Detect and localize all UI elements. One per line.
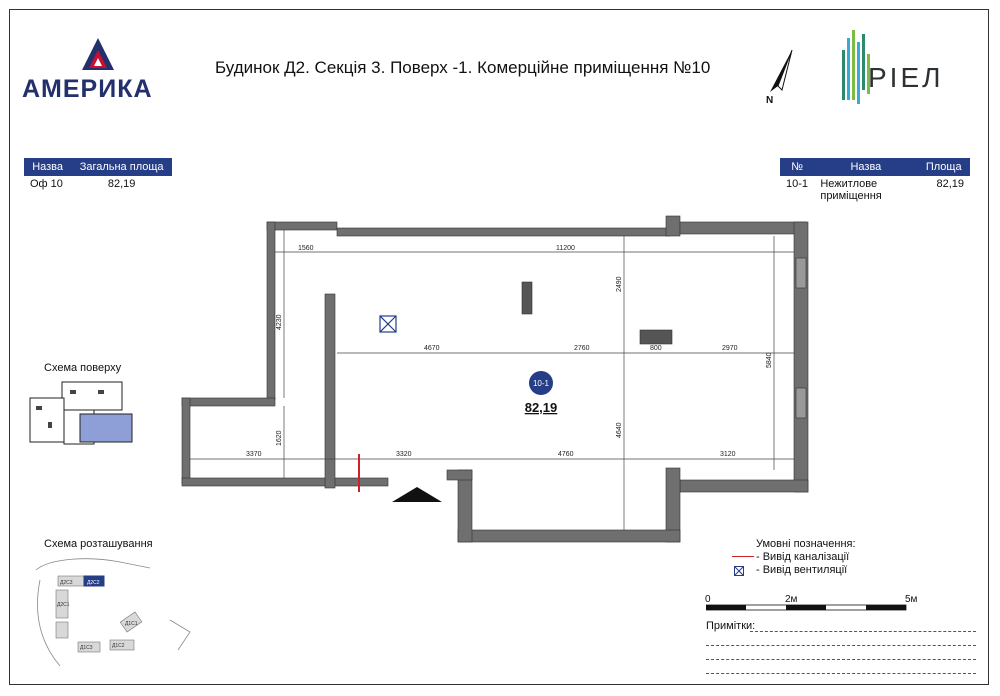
rooms-header-area: Площа bbox=[917, 158, 970, 176]
dim-11200: 11200 bbox=[556, 245, 575, 252]
amerika-logo-text: АМЕРИКА bbox=[22, 75, 153, 103]
dim-3370: 3370 bbox=[246, 451, 262, 458]
rooms-header-name: Назва bbox=[814, 158, 917, 176]
room-area: 82,19 bbox=[524, 400, 558, 415]
legend-sewer: - Вивід каналізації bbox=[756, 551, 850, 563]
legend-title: Умовні позначення: bbox=[756, 538, 856, 550]
page-title: Будинок Д2. Секція 3. Поверх -1. Комерційне приміщення №10 bbox=[215, 58, 711, 77]
site-label-1: Д2С3 bbox=[60, 580, 73, 586]
notes-line bbox=[750, 631, 976, 632]
room-id: 10-1 bbox=[532, 379, 550, 388]
site-label-2: Д2С2 bbox=[87, 580, 100, 586]
dim-5840: 5840 bbox=[766, 352, 773, 368]
dim-1620: 1620 bbox=[276, 430, 283, 446]
riel-logo-text: РІЕЛ bbox=[868, 62, 944, 93]
dim-3320: 3320 bbox=[396, 451, 412, 458]
rooms-header-number: № bbox=[780, 158, 814, 176]
site-scheme-label: Схема розташування bbox=[44, 538, 153, 550]
ventilation-icon bbox=[380, 316, 396, 332]
entrance-arrow-icon bbox=[392, 487, 442, 502]
sewer-legend-icon bbox=[732, 556, 754, 557]
scale-bar bbox=[706, 604, 912, 612]
site-label-4: Д1С3 bbox=[80, 645, 93, 651]
dim-2490: 2490 bbox=[616, 276, 623, 292]
notes-line bbox=[706, 645, 976, 646]
summary-header-name: Назва bbox=[24, 158, 71, 176]
notes-line bbox=[706, 659, 976, 660]
dim-2760: 2760 bbox=[574, 345, 590, 352]
summary-cell-area: 82,19 bbox=[107, 178, 136, 190]
summary-header-area: Загальна площа bbox=[71, 158, 172, 176]
dim-1560: 1560 bbox=[298, 245, 314, 252]
scale-end: 5м bbox=[905, 594, 918, 605]
vent-legend-icon bbox=[734, 566, 744, 576]
legend-vent: - Вивід вентиляції bbox=[756, 564, 848, 576]
rooms-cell-number: 10-1 bbox=[786, 178, 809, 190]
summary-cell-name: Оф 10 bbox=[30, 178, 63, 190]
scale-zero: 0 bbox=[705, 594, 711, 605]
highlighted-unit bbox=[80, 414, 132, 442]
dim-4670: 4670 bbox=[424, 345, 440, 352]
site-label-3: Д2С1 bbox=[57, 602, 70, 608]
rooms-cell-name: Нежитлове приміщення bbox=[820, 178, 882, 202]
notes-line bbox=[706, 673, 976, 674]
dim-4640: 4640 bbox=[616, 422, 623, 438]
rooms-cell-area: 82,19 bbox=[936, 178, 964, 190]
dim-3120: 3120 bbox=[720, 451, 736, 458]
compass-label: N bbox=[766, 95, 774, 106]
site-scheme-map bbox=[30, 550, 195, 674]
dim-4230: 4230 bbox=[276, 314, 283, 330]
site-label-5: Д1С2 bbox=[112, 643, 125, 649]
floor-scheme-label: Схема поверху bbox=[44, 362, 122, 374]
floor-scheme-map bbox=[24, 376, 136, 448]
outer-walls bbox=[182, 216, 808, 542]
site-label-6: Д1С1 bbox=[125, 621, 138, 627]
dim-2970: 2970 bbox=[722, 345, 738, 352]
dim-4760: 4760 bbox=[558, 451, 574, 458]
scale-mid: 2м bbox=[785, 594, 798, 605]
dim-800: 800 bbox=[650, 345, 662, 352]
notes-label: Примітки: bbox=[706, 620, 756, 632]
